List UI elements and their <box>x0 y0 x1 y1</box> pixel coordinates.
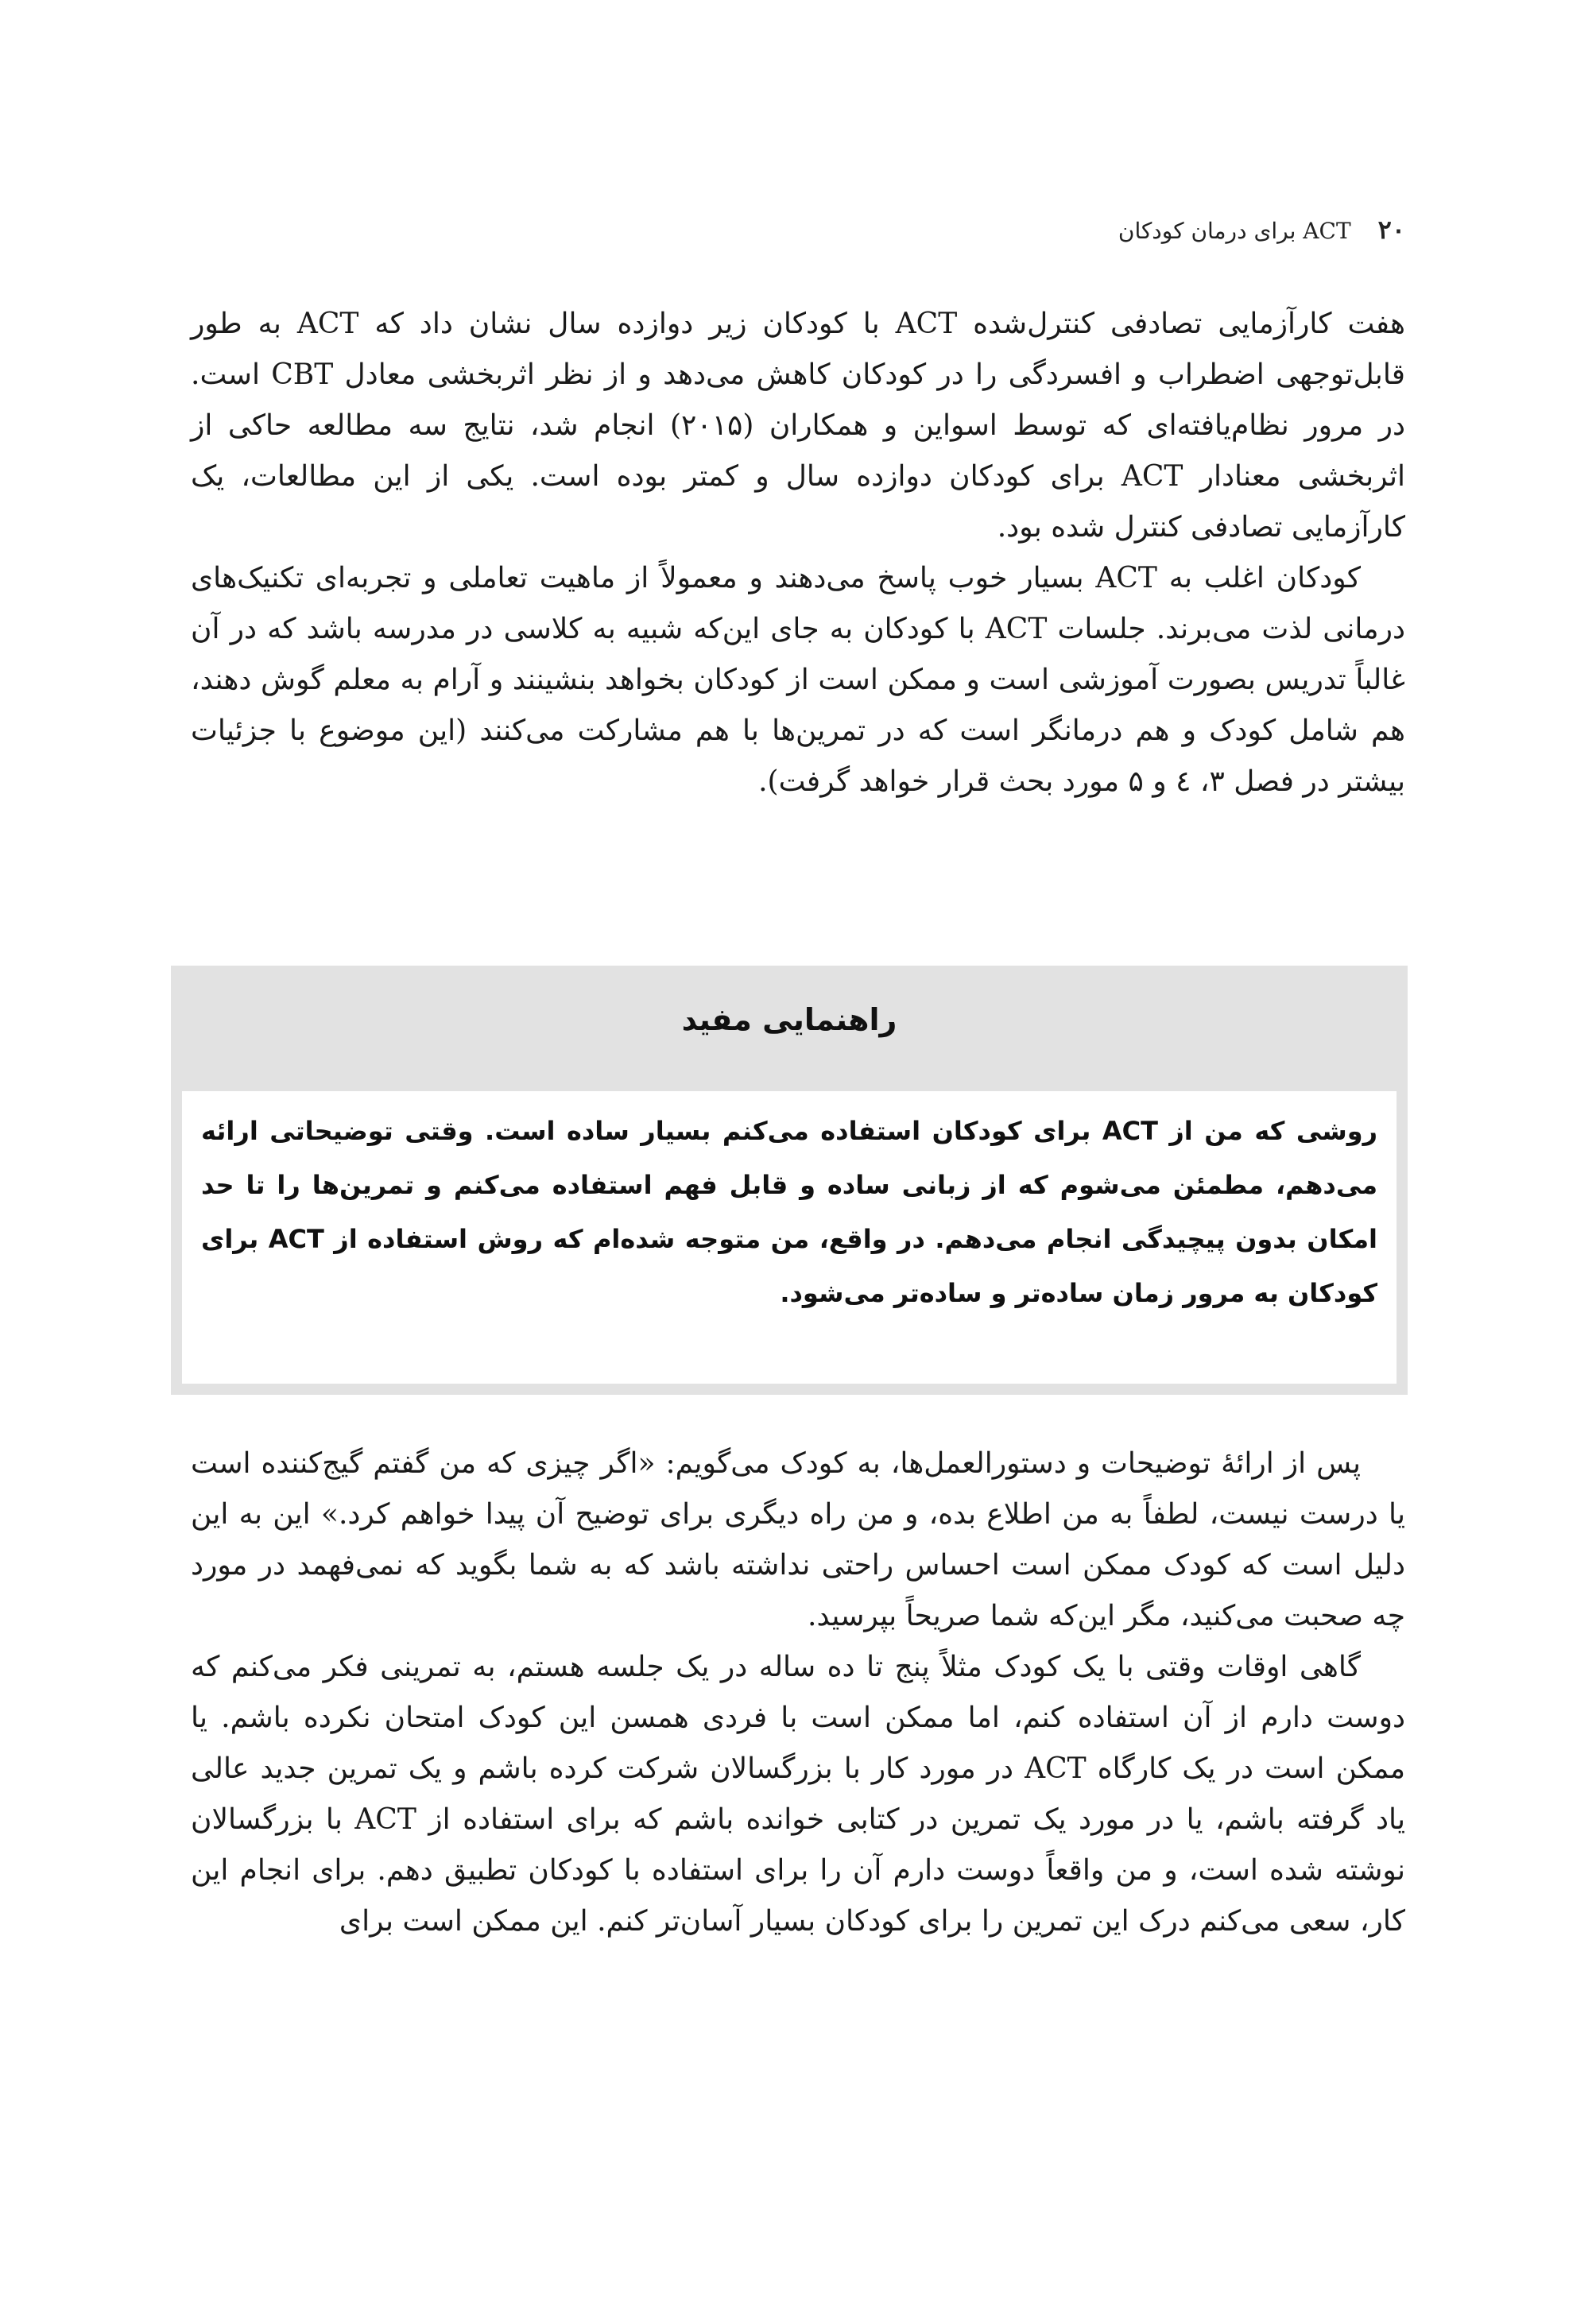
tip-heading: راهنمایی مفید <box>681 1002 897 1037</box>
paragraph-1: هفت کارآزمایی تصادفی کنترل‌شده ACT با کودکان زیر دوازده سال نشان داد که ACT به طور قابل‌توجهی اضطراب و افسردگی را در کودکان کاهش می‌دهد و از نظر اثربخشی معادل CBT است. در مرور نظام‌یافته‌ای که توسط اسواین و همکاران (۲۰۱۵) انجام شد، نتایج سه مطالعه حاکی از اثربخشی معنادار ACT برای کودکان دوازده سال و کمتر بوده است. یکی از این مطالعات، یک کارآزمایی تصادفی کنترل شده بود. <box>191 308 1406 544</box>
paragraph-2: کودکان اغلب به ACT بسیار خوب پاسخ می‌دهند و معمولاً از ماهیت تعاملی و تجربه‌ای تکنیک‌های درمانی لذت می‌برند. جلسات ACT با کودکان به جای این‌که شبیه به کلاسی در مدرسه باشد که در آن غالباً تدریس بصورت آموزشی است و ممکن است از کودکان بخواهد بنشینند و آرام به معلم گوش دهند، هم شامل کودک و هم درمانگر است که در تمرین‌ها با هم مشارکت می‌کنند (این موضوع با جزئیات بیشتر در فصل ۳، ٤ و ۵ مورد بحث قرار خواهد گرفت). <box>191 562 1406 798</box>
paragraph-4: گاهی اوقات وقتی با یک کودک مثلاً پنج تا ده ساله در یک جلسه هستم، به تمرینی فکر می‌کنم که دوست دارم از آن استفاده کنم، اما ممکن است با فردی همسن این کودک امتحان نکرده باشم. یا ممکن است در یک کارگاه ACT در مورد کار با بزرگسالان شرکت کرده باشم و یک تمرین جدید عالی یاد گرفته باشم، یا در مورد یک تمرین در کتابی خوانده باشم که برای استفاده از ACT با بزرگسالان نوشته شده است، و من واقعاً دوست دارم آن را برای استفاده با کودکان تطبیق دهم. برای انجام این کار، سعی می‌کنم درک این تمرین را برای کودکان بسیار آسان‌تر کنم. این ممکن است برای <box>191 1651 1405 1938</box>
paragraph-3: پس از ارائهٔ توضیحات و دستورالعمل‌ها، به کودک می‌گویم: «اگر چیزی که من گفتم گیج‌کننده است یا درست نیست، لطفاً به من اطلاع بده، و من راه دیگری برای توضیح آن پیدا خواهم کرد.» این به این دلیل است که کودک ممکن است احساس راحتی نداشته باشد که به شما بگوید که نمی‌فهمد در مورد چه صحبت می‌کنید، مگر این‌که شما صریحاً بپرسید. <box>191 1447 1405 1632</box>
tip-box <box>171 966 1408 1395</box>
running-title: ACT برای درمان کودکان <box>1118 218 1351 244</box>
tip-text: روشی که من از ACT برای کودکان استفاده می‌کنم بسیار ساده است. وقتی توضیحاتی ارائه می‌دهم، مطمئن می‌شوم که از زبانی ساده و قابل فهم استفاده می‌کنم و تمرین‌ها را تا حد امکان بدون پیچیدگی انجام می‌دهم. در واقع، من متوجه شده‌ام که روش استفاده از ACT برای کودکان به مرور زمان ساده‌تر و ساده‌تر می‌شود. <box>182 1091 1396 1384</box>
body-text-bottom <box>191 1438 1405 1947</box>
running-header <box>1118 215 1405 245</box>
body-text-top <box>191 299 1405 807</box>
page-number: ۲۰ <box>1377 215 1405 245</box>
